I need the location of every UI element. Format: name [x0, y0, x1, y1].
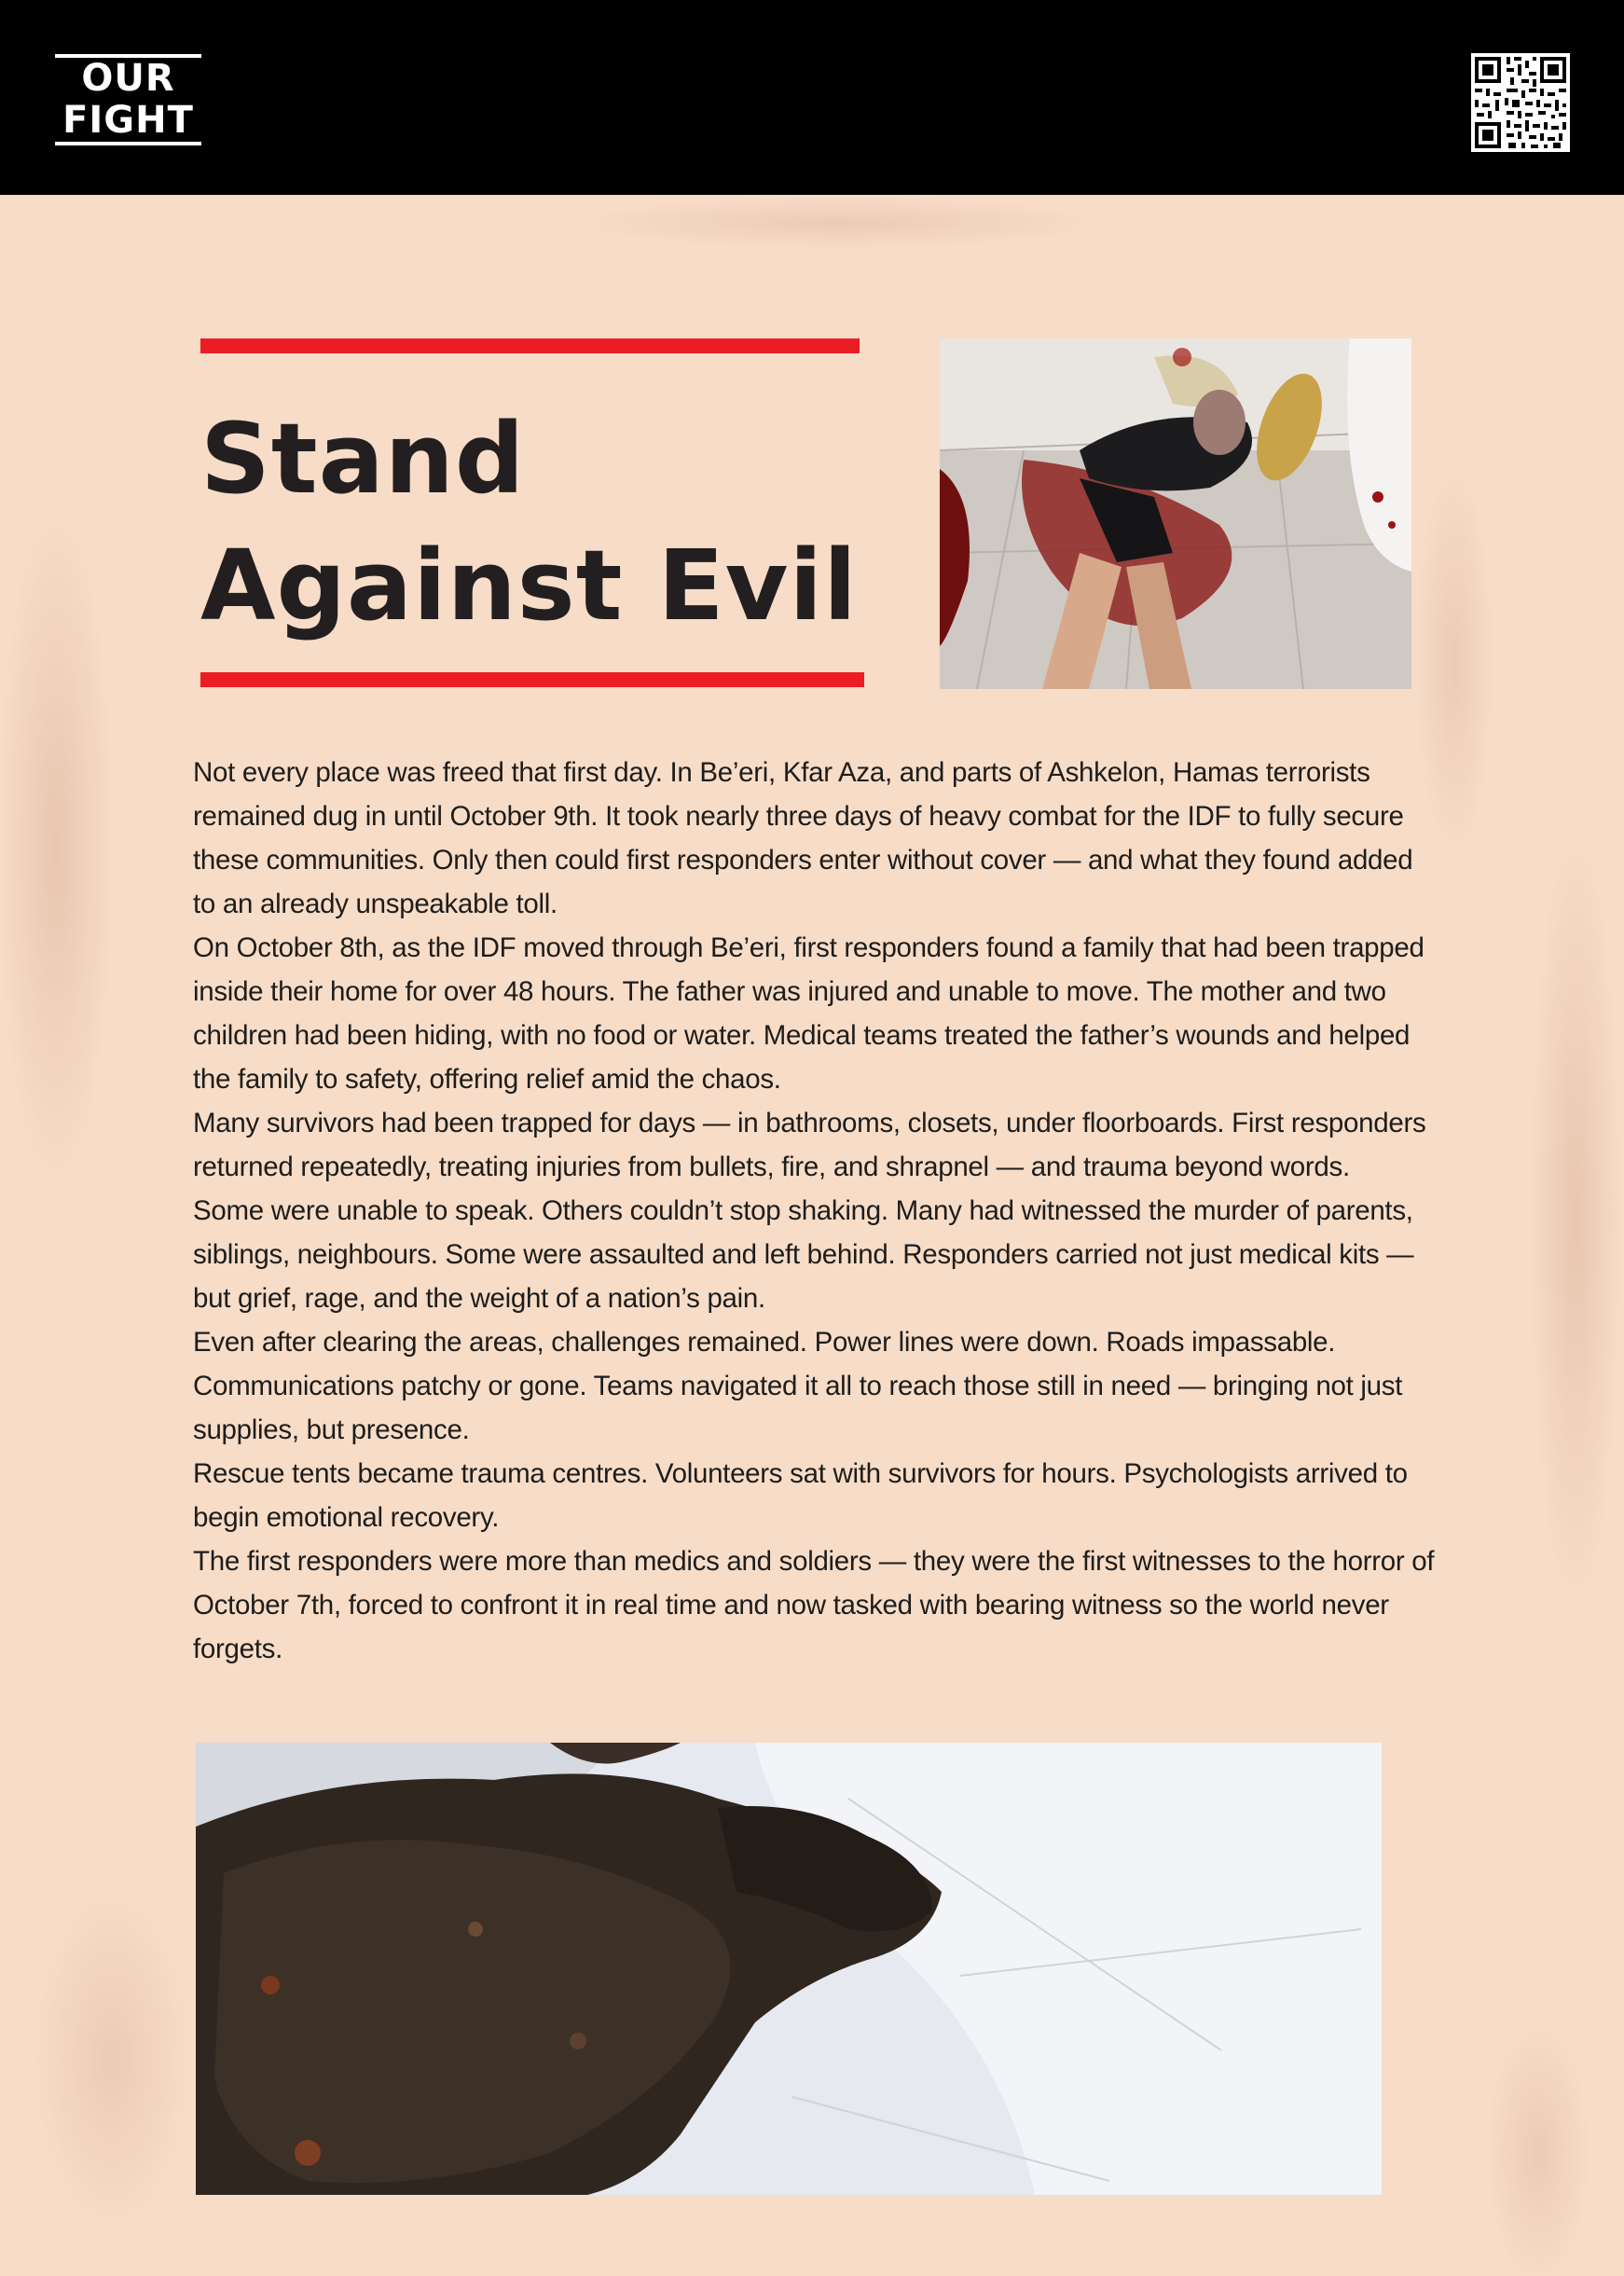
photo-burned-remains-graphic	[196, 1743, 1382, 2195]
title-line-2: Against Evil	[200, 529, 858, 642]
article-body	[193, 751, 1442, 1671]
article-paragraph-6: Rescue tents became trauma centres. Volunteers sat with survivors for hours. Psychologists arrived to begin emotional recovery.	[193, 1458, 1408, 1533]
article-paragraph-4: Some were unable to speak. Others couldn’t stop shaking. Many had witnessed the murder of parents, siblings, neighbours. Some were assaulted and left behind. Responders carried not just medical kits — but grief, rage, and the weight of a nation’s pain.	[193, 1195, 1414, 1314]
article-paragraph-2: On October 8th, as the IDF moved through Be’eri, first responders found a family that had been trapped inside their home for over 48 hours. The father was injured and unable to move. The mother and two children had been hiding, with no food or water. Medical teams treated the father’s wounds and helped the family to safety, offering relief amid the chaos.	[193, 932, 1424, 1095]
title-rule-bottom	[200, 672, 864, 687]
photo-burned-remains	[196, 1743, 1382, 2195]
article-paragraph-7: The first responders were more than medics and soldiers — they were the first witnesses to the horror of October 7th, forced to confront it in real time and now tasked with bearing witness so the world never forgets.	[193, 1546, 1435, 1664]
page-title	[200, 395, 872, 649]
article-paragraph-1: Not every place was freed that first day. In Be’eri, Kfar Aza, and parts of Ashkelon, Hamas terrorists remained dug in until October 9th. It took nearly three days of heavy combat for the IDF to fully secure these communities. Only then could first responders enter without cover — and what they found added to an already unspeakable toll.	[193, 757, 1413, 919]
title-line-1: Stand	[200, 402, 526, 516]
article-paragraph-3: Many survivors had been trapped for days — in bathrooms, closets, under floorboards. First responders returned repeatedly, treating injuries from bullets, fire, and shrapnel — and trauma beyond words.	[193, 1108, 1426, 1182]
photo-victims-bathroom-graphic	[940, 338, 1411, 689]
logo-line-2: FIGHT	[62, 99, 194, 142]
header-bar	[0, 0, 1624, 195]
title-rule-top	[200, 338, 860, 353]
our-fight-logo	[55, 54, 201, 145]
article-paragraph-5: Even after clearing the areas, challenges remained. Power lines were down. Roads impassable. Communications patchy or gone. Teams navigated it all to reach those still in need — bringing not just supplies, but presence.	[193, 1327, 1403, 1445]
photo-victims-bathroom	[940, 338, 1411, 689]
qr-code-graphic	[1471, 53, 1570, 152]
qr-code	[1471, 53, 1570, 152]
logo-line-1: OUR	[81, 57, 175, 100]
